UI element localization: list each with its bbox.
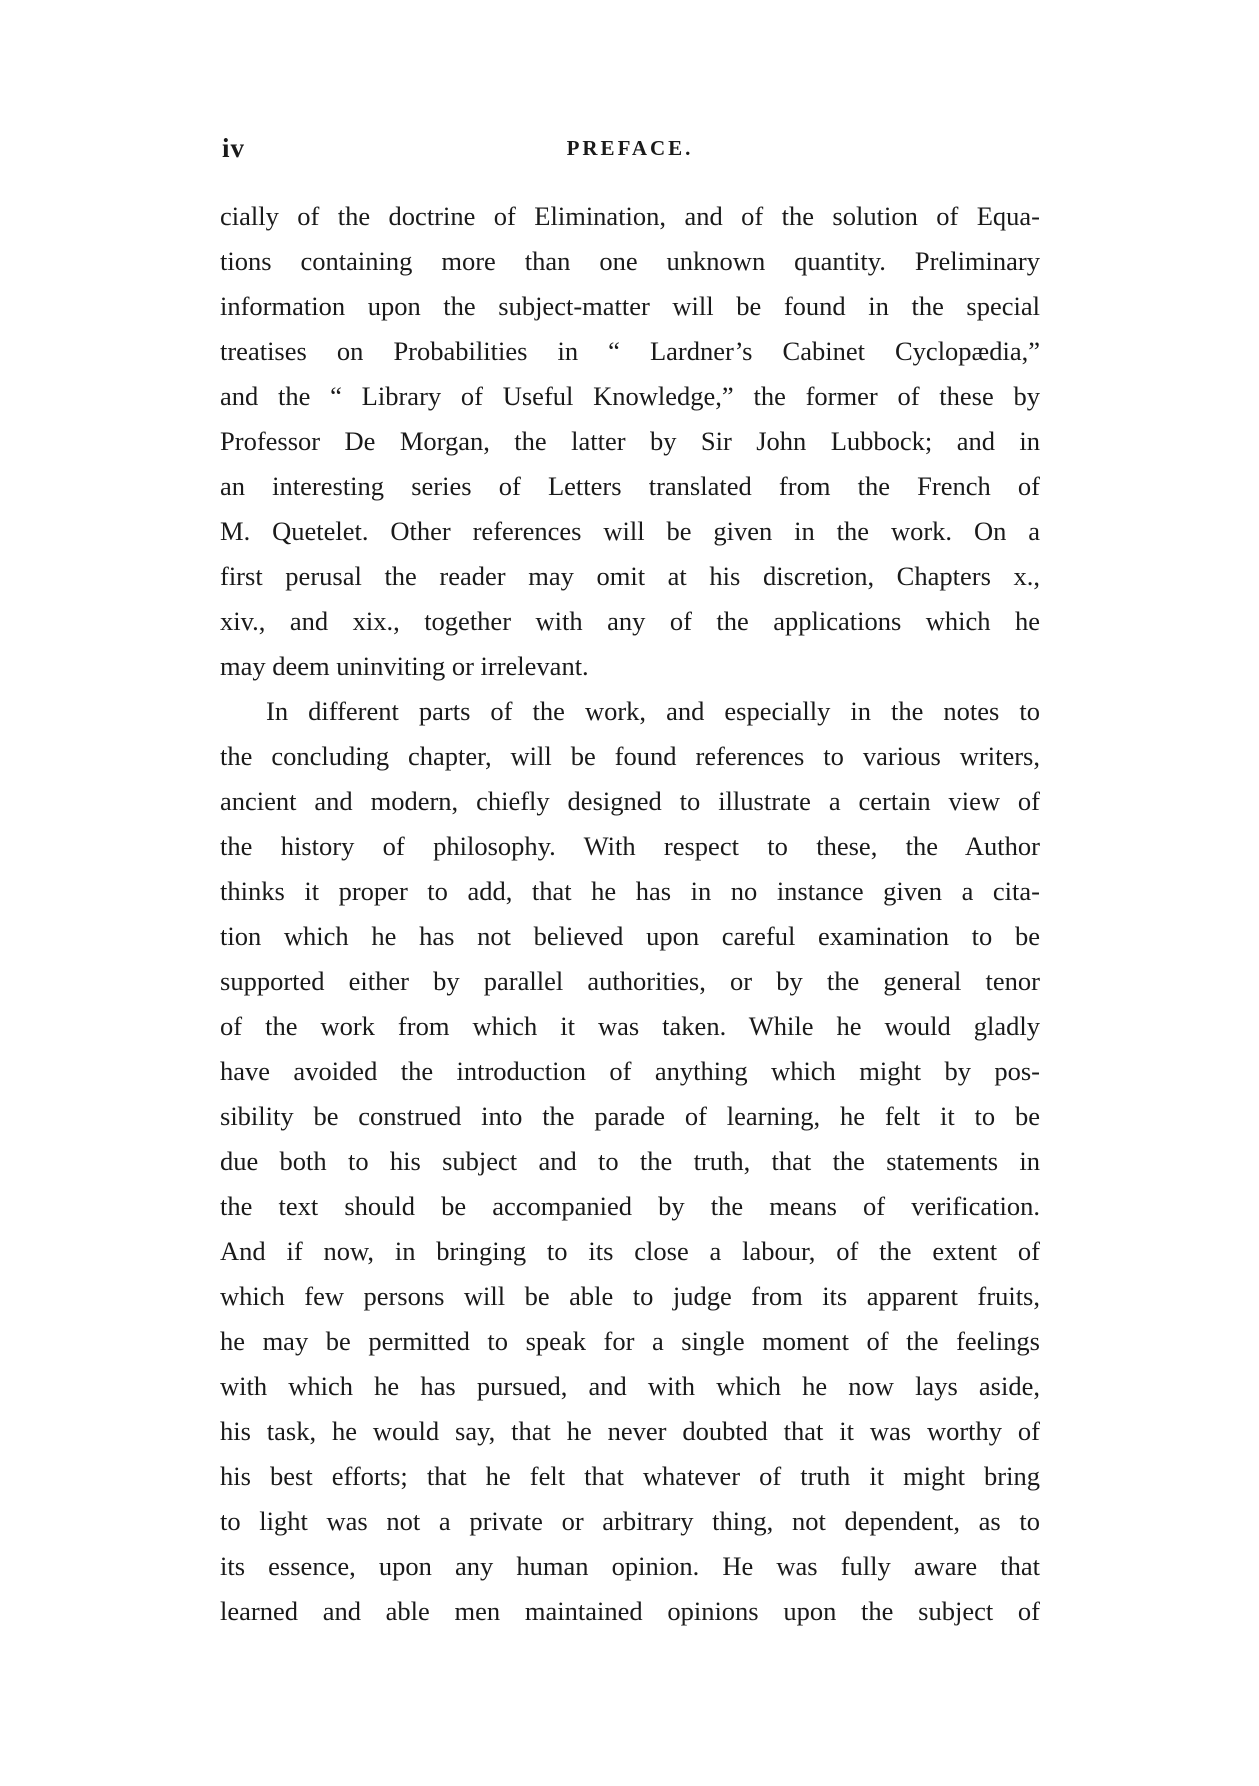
text-line: cially of the doctrine of Elimination, and of the solution of Equa- [220, 201, 1040, 231]
text-line: learned and able men maintained opinions upon the subject of [220, 1596, 1040, 1626]
text-line: the history of philosophy. With respect to these, the Author [220, 831, 1040, 861]
paragraph [220, 689, 1040, 1634]
text-line: due both to his subject and to the truth, that the statements in [220, 1146, 1040, 1176]
text-line: tion which he has not believed upon careful examination to be [220, 921, 1040, 951]
text-line: M. Quetelet. Other references will be given in the work. On a [220, 516, 1040, 546]
text-line: ancient and modern, chiefly designed to illustrate a certain view of [220, 786, 1040, 816]
text-line: have avoided the introduction of anything which might by pos- [220, 1056, 1040, 1086]
text-line: with which he has pursued, and with which he now lays aside, [220, 1371, 1040, 1401]
text-line: which few persons will be able to judge from its apparent fruits, [220, 1281, 1040, 1311]
text-line: an interesting series of Letters translated from the French of [220, 471, 1040, 501]
text-line: his best efforts; that he felt that whatever of truth it might bring [220, 1461, 1040, 1491]
page-number: iv [222, 133, 246, 163]
running-head: PREFACE. [566, 136, 694, 160]
text-line: Professor De Morgan, the latter by Sir John Lubbock; and in [220, 426, 1040, 456]
text-line: supported either by parallel authorities, or by the general tenor [220, 966, 1040, 996]
page-header [220, 128, 1040, 168]
text-line: treatises on Probabilities in “ Lardner’s Cabinet Cyclopædia,” [220, 336, 1040, 366]
text-line: And if now, in bringing to its close a labour, of the extent of [220, 1236, 1040, 1266]
text-line: and the “ Library of Useful Knowledge,” the former of these by [220, 381, 1040, 411]
text-line: of the work from which it was taken. While he would gladly [220, 1011, 1040, 1041]
text-line: first perusal the reader may omit at his discretion, Chapters x., [220, 561, 1040, 591]
text-line: sibility be construed into the parade of learning, he felt it to be [220, 1101, 1040, 1131]
text-line: the text should be accompanied by the means of verification. [220, 1191, 1040, 1221]
text-line: may deem uninviting or irrelevant. [220, 651, 589, 681]
text-line: xiv., and xix., together with any of the applications which he [220, 606, 1040, 636]
paragraph [220, 194, 1040, 689]
body-text [220, 194, 1040, 1634]
text-line: its essence, upon any human opinion. He was fully aware that [220, 1551, 1040, 1581]
text-line: he may be permitted to speak for a single moment of the feelings [220, 1326, 1040, 1356]
text-line: tions containing more than one unknown quantity. Preliminary [220, 246, 1040, 276]
text-line: his task, he would say, that he never doubted that it was worthy of [220, 1416, 1040, 1446]
text-line: the concluding chapter, will be found references to various writers, [220, 741, 1040, 771]
text-line: In different parts of the work, and especially in the notes to [266, 696, 1040, 726]
text-line: information upon the subject-matter will be found in the special [220, 291, 1040, 321]
text-line: to light was not a private or arbitrary thing, not dependent, as to [220, 1506, 1040, 1536]
text-line: thinks it proper to add, that he has in no instance given a cita- [220, 876, 1040, 906]
